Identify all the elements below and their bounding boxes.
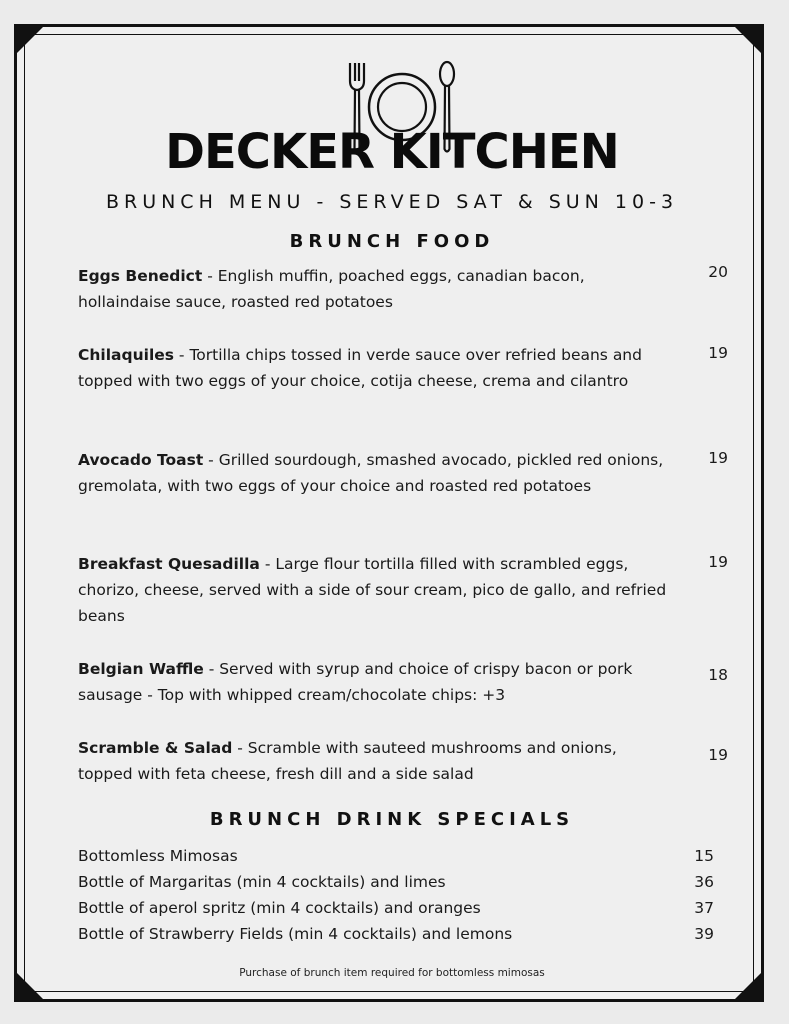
food-item-description: - English muffin, poached eggs, canadian bacon, hollaindaise sauce, roasted red potatoes xyxy=(78,267,585,311)
drink-item-price: 15 xyxy=(694,847,714,865)
food-item-price: 19 xyxy=(708,344,728,362)
drink-item-price: 37 xyxy=(694,899,714,917)
brunch-food-heading: BRUNCH FOOD xyxy=(289,231,495,252)
menu-subtitle: BRUNCH MENU - SERVED SAT & SUN 10-3 xyxy=(105,191,679,213)
food-item-price: 19 xyxy=(708,449,728,467)
food-item-price: 18 xyxy=(708,666,728,684)
food-item-name: Belgian Waffle xyxy=(78,660,204,678)
drink-item-name: Bottomless Mimosas xyxy=(78,847,238,865)
drink-item-name: Bottle of Strawberry Fields (min 4 cocktails) and lemons xyxy=(78,925,513,943)
drink-item-price: 36 xyxy=(694,873,714,891)
drink-item-name: Bottle of aperol spritz (min 4 cocktails) and oranges xyxy=(78,899,481,917)
footnote: Purchase of brunch item required for bottomless mimosas xyxy=(239,967,545,979)
food-item-name: Scramble & Salad xyxy=(78,739,233,757)
food-item-scramble-salad xyxy=(78,735,728,787)
food-item-avocado-toast xyxy=(78,447,728,499)
corner-ornament-top-right xyxy=(735,27,761,53)
menu-page xyxy=(14,24,764,1002)
drink-item xyxy=(78,847,714,873)
food-item-description: - Grilled sourdough, smashed avocado, pickled red onions, gremolata, with two eggs of your choice and roasted red potatoes xyxy=(78,451,664,495)
drink-specials-heading: BRUNCH DRINK SPECIALS xyxy=(209,809,575,830)
food-item-description: - Scramble with sauteed mushrooms and onions, topped with feta cheese, fresh dill and a side salad xyxy=(78,739,617,783)
drink-item xyxy=(78,925,714,951)
food-item-belgian-waffle xyxy=(78,656,728,708)
food-item-price: 19 xyxy=(708,553,728,571)
food-item-name: Chilaquiles xyxy=(78,346,174,364)
food-item-description: - Tortilla chips tossed in verde sauce over refried beans and topped with two eggs of your choice, cotija cheese, crema and cilantro xyxy=(78,346,642,390)
food-item-description: - Served with syrup and choice of crispy bacon or pork sausage - Top with whipped cream/chocolate chips: +3 xyxy=(78,660,633,704)
food-item-eggs-benedict xyxy=(78,263,728,315)
food-item-price: 19 xyxy=(708,746,728,764)
food-item-price: 20 xyxy=(708,263,728,281)
food-item-chilaquiles xyxy=(78,342,728,394)
drink-item xyxy=(78,899,714,925)
drink-item-name: Bottle of Margaritas (min 4 cocktails) and limes xyxy=(78,873,446,891)
food-item-breakfast-quesadilla xyxy=(78,551,728,629)
drink-item xyxy=(78,873,714,899)
food-item-name: Breakfast Quesadilla xyxy=(78,555,260,573)
restaurant-title: DECKER KITCHEN xyxy=(165,124,619,180)
corner-ornament-top-left xyxy=(17,27,43,53)
food-item-name: Avocado Toast xyxy=(78,451,204,469)
food-item-name: Eggs Benedict xyxy=(78,267,203,285)
drink-item-price: 39 xyxy=(694,925,714,943)
food-item-description: - Large flour tortilla filled with scrambled eggs, chorizo, cheese, served with a side of sour cream, pico de gallo, and refried beans xyxy=(78,555,667,625)
